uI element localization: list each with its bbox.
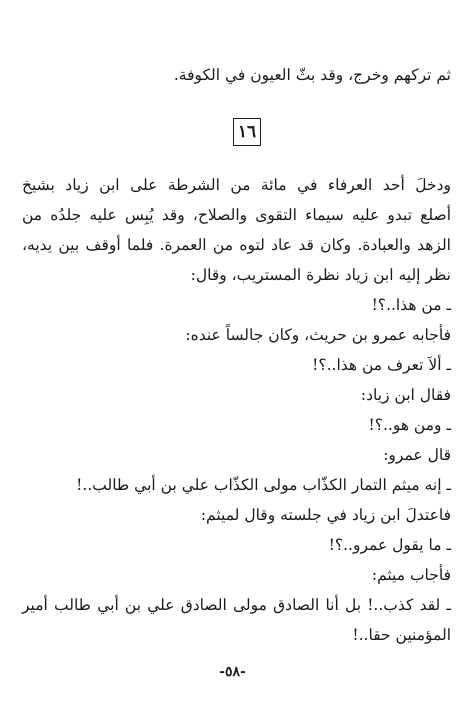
dialogue-line: المؤمنين حقا..! <box>352 626 451 644</box>
dialogue-line: فقال ابن زياد: <box>360 386 451 404</box>
dialogue-line: ـ من هذا..؟! <box>371 296 451 314</box>
dialogue-line: ـ لقد كذب..! بل أنا الصادق مولى الصادق علي بن أبي طالب أمير <box>22 596 451 614</box>
dialogue-line: فأجابه عمرو بن حريث، وكان جالساً عنده: <box>185 326 451 344</box>
dialogue-line: ـ ألاَ تعرف من هذا..؟! <box>312 356 451 374</box>
paragraph-line: الزهد والعبادة. وكان قد عاد لتوه من العمرة. فلما أوقف بين يديه، <box>22 236 451 254</box>
dialogue-line: ـ ما يقول عمرو..؟! <box>328 536 451 554</box>
paragraph-line: أصلع تبدو عليه سيماء التقوى والصلاح، وقد يُبِس عليه جلدُه من <box>22 206 451 224</box>
dialogue-line: فاعتدلَ ابن زياد في جلسته وقال لميثم: <box>200 506 451 524</box>
paragraph-line: نظر إليه ابن زياد نظرة المستريب، وقال: <box>190 266 451 284</box>
dialogue-line: ـ إنه ميثم التمار الكذّاب مولى الكذّاب علي بن أبي طالب..! <box>76 476 451 494</box>
page-number: -٥٨- <box>219 664 246 680</box>
chapter-number-box <box>233 118 261 146</box>
top-line: ثم تركهم وخرج، وقد بثّ العيون في الكوفة. <box>173 66 451 84</box>
dialogue-line: فأجاب ميثم: <box>371 566 451 584</box>
paragraph-line: ودخلَ أحد العرفاء في مائة من الشرطة على ابن زياد بشيخ <box>22 176 451 194</box>
dialogue-line: قال عمرو: <box>383 446 451 464</box>
dialogue-line: ـ ومن هو..؟! <box>368 416 451 434</box>
chapter-number: ١٦ <box>237 122 257 142</box>
